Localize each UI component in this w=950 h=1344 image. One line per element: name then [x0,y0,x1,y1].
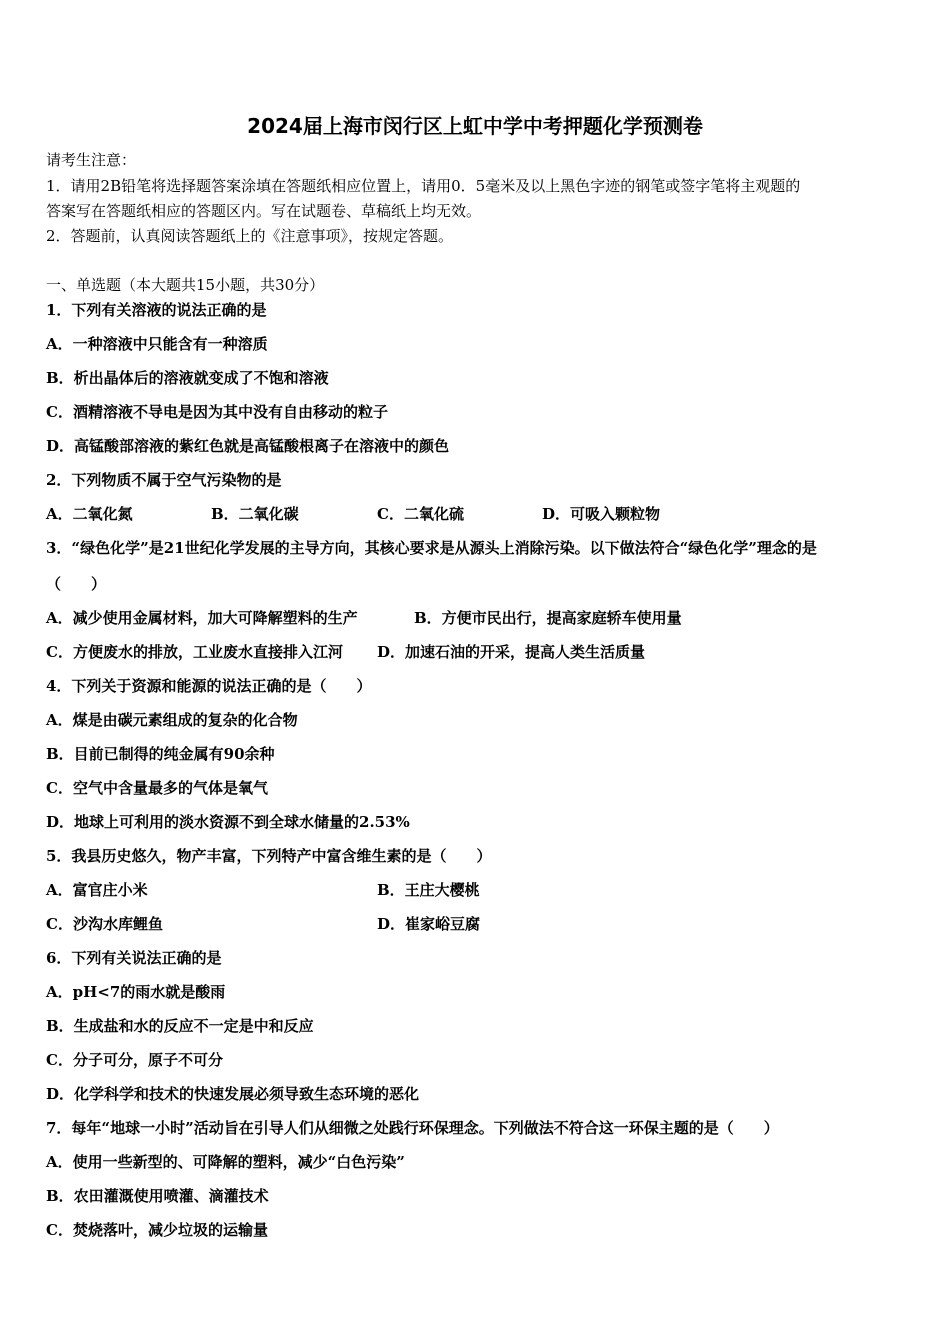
question-3-option-d: D．加速石油的开采，提高人类生活质量 [377,643,646,661]
question-4-option-a: A．煤是由碳元素组成的复杂的化合物 [46,711,298,729]
question-7-option-c: C．焚烧落叶，减少垃圾的运输量 [46,1221,268,1239]
question-6-option-d: D．化学科学和技术的快速发展必须导致生态环境的恶化 [46,1085,420,1103]
question-7-option-b: B．农田灌溉使用喷灌、滴灌技术 [46,1187,269,1205]
question-4-option-b: B．目前已制得的纯金属有90余种 [46,745,275,763]
question-1-option-b: B．析出晶体后的溶液就变成了不饱和溶液 [46,369,329,387]
question-1-option-c: C．酒精溶液不导电是因为其中没有自由移动的粒子 [46,403,388,421]
notice-item-1-line-2: 答案写在答题纸相应的答题区内。写在试题卷、草稿纸上均无效。 [46,202,482,220]
question-6-option-c: C．分子可分，原子不可分 [46,1051,223,1069]
notice-heading: 请考生注意： [46,151,137,169]
question-3-option-b: B．方便市民出行，提高家庭轿车使用量 [414,609,682,627]
question-4-stem: 4．下列关于资源和能源的说法正确的是（ ） [46,677,372,695]
question-6-option-b: B．生成盐和水的反应不一定是中和反应 [46,1017,314,1035]
question-2-option-c: C．二氧化硫 [377,505,464,523]
notice-item-1-line-1: 1．请用2B铅笔将选择题答案涂填在答题纸相应位置上，请用0．5毫米及以上黑色字迹的钢笔或签字笔将主观题的 [46,177,801,195]
question-6-stem: 6．下列有关说法正确的是 [46,949,222,967]
question-6-option-a: A．pH<7的雨水就是酸雨 [46,983,226,1001]
question-5-option-b: B．王庄大樱桃 [377,881,480,899]
question-2-stem: 2．下列物质不属于空气污染物的是 [46,471,282,489]
question-3-option-c: C．方便废水的排放，工业废水直接排入江河 [46,643,343,661]
section-heading: 一、单选题（本大题共15小题，共30分） [46,276,325,294]
question-5-option-a: A．富官庄小米 [46,881,148,899]
question-5-option-c: C．沙沟水库鲤鱼 [46,915,163,933]
question-1-option-a: A．一种溶液中只能含有一种溶质 [46,335,268,353]
question-4-option-d: D．地球上可利用的淡水资源不到全球水储量的2.53% [46,813,410,831]
notice-item-2: 2．答题前，认真阅读答题纸上的《注意事项》，按规定答题。 [46,227,454,245]
question-5-stem: 5．我县历史悠久，物产丰富，下列特产中富含维生素的是（ ） [46,847,492,865]
question-2-option-b: B．二氧化碳 [211,505,299,523]
question-3-option-a: A．减少使用金属材料，加大可降解塑料的生产 [46,609,358,627]
question-1-stem: 1．下列有关溶液的说法正确的是 [46,301,267,319]
question-3-stem: 3．“绿色化学”是21世纪化学发展的主导方向，其核心要求是从源头上消除污染。以下做法符合“绿色化学”理念的是 [46,539,817,557]
question-3-stem-line-2: （ ） [46,575,107,593]
question-5-option-d: D．崔家峪豆腐 [377,915,481,933]
question-4-option-c: C．空气中含量最多的气体是氧气 [46,779,268,797]
question-7-option-a: A．使用一些新型的、可降解的塑料，减少“白色污染” [46,1153,405,1171]
question-1-option-d: D．高锰酸部溶液的紫红色就是高锰酸根离子在溶液中的颜色 [46,437,450,455]
question-2-option-a: A．二氧化氮 [46,505,133,523]
exam-title: 2024届上海市闵行区上虹中学中考押题化学预测卷 [247,114,703,138]
question-2-option-d: D．可吸入颗粒物 [542,505,661,523]
question-7-stem: 7．每年“地球一小时”活动旨在引导人们从细微之处践行环保理念。下列做法不符合这一环保主题的是（ ） [46,1119,779,1137]
